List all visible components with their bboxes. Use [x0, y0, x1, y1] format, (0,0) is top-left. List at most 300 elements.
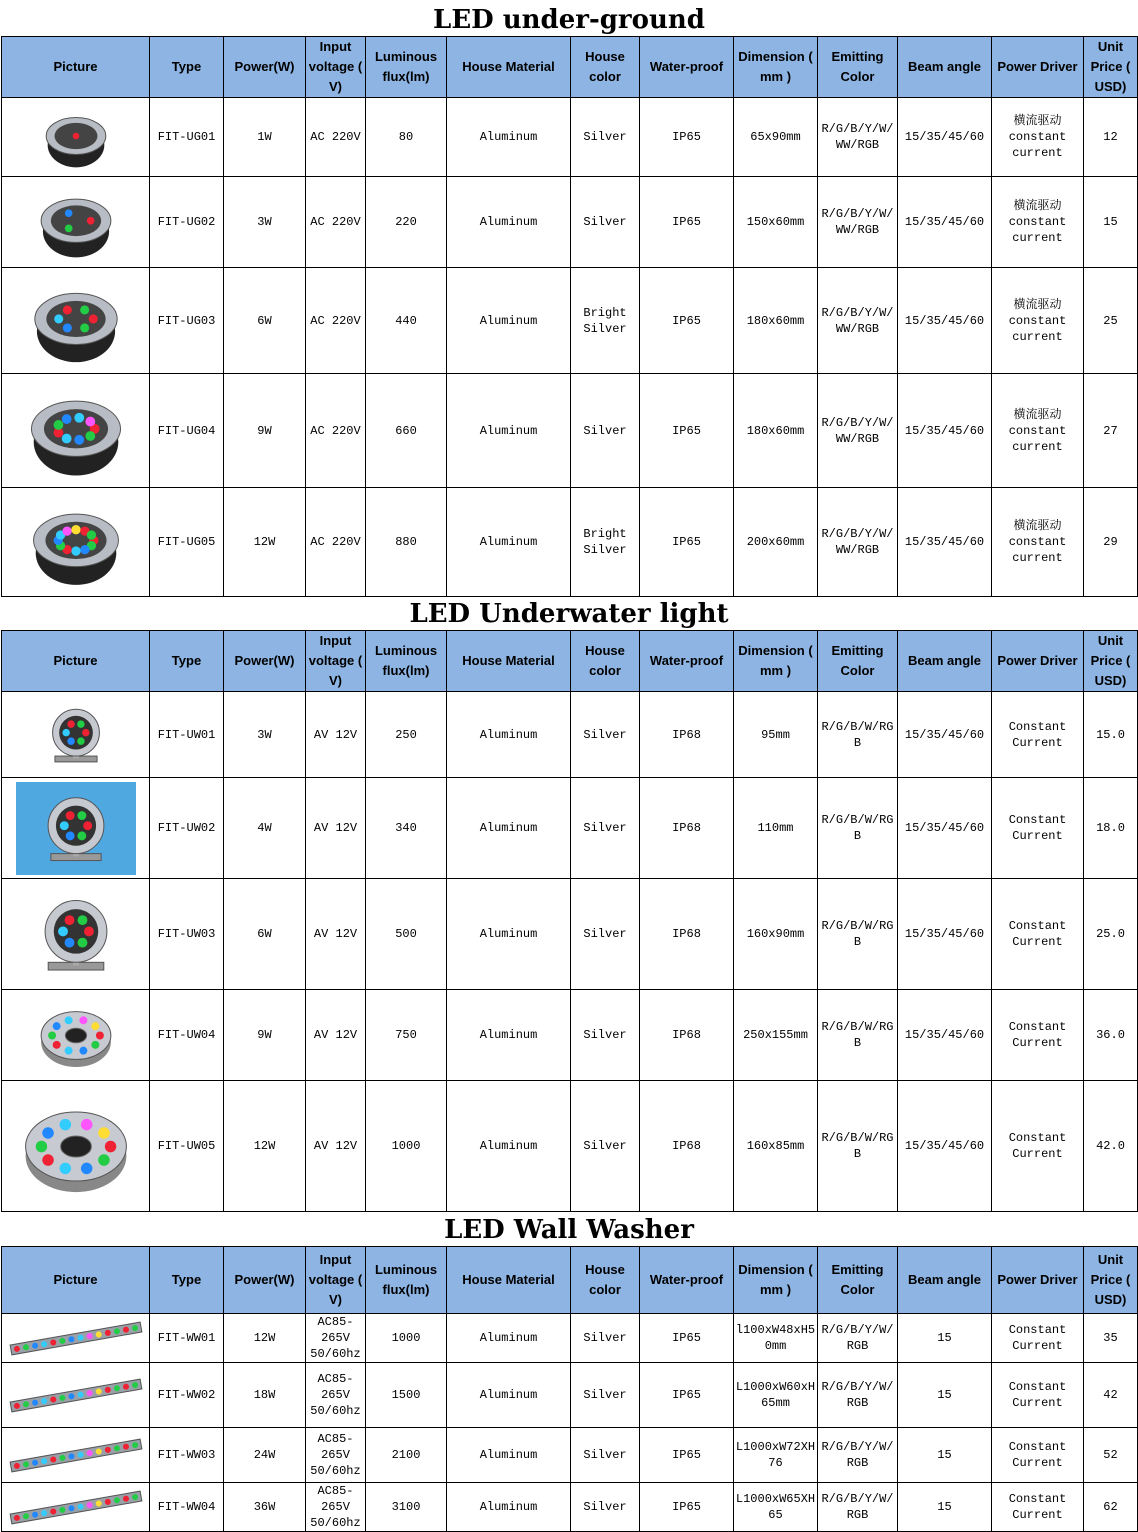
column-header — [447, 631, 571, 692]
product-picture-cell — [2, 488, 150, 597]
price-value: 27 — [1103, 423, 1118, 438]
type-value: FIT-UG03 — [157, 313, 216, 328]
beam-value: 15/35/45/60 — [904, 821, 985, 835]
emitting-value: R/G/B/W/RG B — [821, 919, 894, 949]
emitting-cell — [818, 177, 898, 268]
driver-cell — [992, 268, 1084, 374]
emitting-cell — [818, 879, 898, 990]
voltage-cell — [306, 692, 366, 778]
table-row — [2, 879, 1138, 990]
flux-cell — [366, 177, 447, 268]
type-value: FIT-WW04 — [157, 1500, 216, 1514]
material-value: Aluminum — [479, 423, 538, 438]
flux-cell — [366, 268, 447, 374]
column-header-label: Power Driver — [997, 59, 1078, 74]
power-value: 3W — [257, 215, 272, 229]
price-value: 18.0 — [1096, 821, 1125, 835]
product-picture-cell — [2, 98, 150, 177]
column-header-label: House color — [585, 643, 625, 678]
driver-cell — [992, 692, 1084, 778]
voltage-cell — [306, 1314, 366, 1363]
table-row — [2, 488, 1138, 597]
column-header-label: Dimension ( mm ) — [738, 643, 813, 678]
price-cell — [1084, 1483, 1138, 1532]
beam-cell — [898, 1483, 992, 1532]
voltage-cell — [306, 1483, 366, 1532]
column-header-label: Beam angle — [908, 59, 981, 74]
emitting-value: R/G/B/Y/W/ RGB — [821, 1380, 894, 1410]
flux-cell — [366, 692, 447, 778]
column-header-label: Dimension ( mm ) — [738, 49, 813, 84]
column-header — [1084, 1247, 1138, 1314]
wall-washer-bar-icon — [6, 1488, 146, 1527]
driver-cell — [992, 879, 1084, 990]
dimension-value: l100xW48xH5 0mm — [735, 1323, 816, 1353]
power-value: 4W — [257, 821, 272, 835]
flux-cell — [366, 98, 447, 177]
column-header — [818, 631, 898, 692]
type-value: FIT-UW02 — [157, 821, 216, 835]
flux-value: 2100 — [391, 1448, 421, 1462]
underground-light-icon — [16, 378, 136, 484]
color-cell — [571, 1428, 640, 1483]
column-header — [2, 1247, 150, 1314]
power-value: 6W — [257, 313, 272, 328]
beam-cell — [898, 879, 992, 990]
column-header — [992, 631, 1084, 692]
material-value: Aluminum — [479, 1028, 538, 1042]
column-header — [571, 1247, 640, 1314]
column-header — [992, 37, 1084, 98]
voltage-value: AV 12V — [313, 927, 358, 941]
flux-value: 220 — [395, 215, 417, 229]
underground-light-icon — [16, 102, 136, 173]
column-header-label: Water-proof — [649, 59, 724, 74]
material-cell — [447, 1314, 571, 1363]
underwater-spot-icon — [16, 883, 136, 986]
table-row — [2, 778, 1138, 879]
dimension-value: 160x85mm — [746, 1139, 805, 1153]
waterproof-value: IP65 — [672, 313, 701, 328]
waterproof-cell — [640, 1314, 734, 1363]
wall-washer-table — [1, 1246, 1138, 1532]
beam-value: 15/35/45/60 — [904, 727, 985, 742]
price-cell — [1084, 488, 1138, 597]
color-cell — [571, 488, 640, 597]
waterproof-cell — [640, 879, 734, 990]
voltage-value: AC85- 265V 50/60hz — [310, 1372, 361, 1418]
color-value: Silver — [583, 1448, 627, 1462]
emitting-value: R/G/B/Y/W/ RGB — [821, 1323, 894, 1353]
color-value: Silver — [583, 1028, 627, 1042]
color-cell — [571, 268, 640, 374]
column-header-label: Input voltage ( V) — [308, 39, 363, 94]
dimension-cell — [734, 1483, 818, 1532]
column-header — [898, 1247, 992, 1314]
dimension-value: 65x90mm — [750, 130, 801, 144]
color-value: Silver — [583, 1139, 627, 1153]
power-cell — [224, 177, 306, 268]
waterproof-cell — [640, 1483, 734, 1532]
driver-cell — [992, 1428, 1084, 1483]
type-cell — [150, 1081, 224, 1212]
flux-value: 660 — [395, 423, 417, 438]
beam-cell — [898, 177, 992, 268]
color-value: Silver — [583, 423, 627, 438]
type-cell — [150, 268, 224, 374]
power-cell — [224, 1428, 306, 1483]
type-cell — [150, 98, 224, 177]
material-cell — [447, 177, 571, 268]
dimension-cell — [734, 1363, 818, 1428]
price-value: 12 — [1103, 130, 1118, 144]
waterproof-value: IP68 — [672, 727, 701, 742]
emitting-cell — [818, 692, 898, 778]
column-header — [2, 37, 150, 98]
emitting-value: R/G/B/W/RG B — [821, 813, 894, 843]
table-row — [2, 1363, 1138, 1428]
emitting-cell — [818, 778, 898, 879]
beam-cell — [898, 268, 992, 374]
price-value: 25 — [1103, 313, 1118, 328]
product-picture-cell — [2, 778, 150, 879]
power-value: 9W — [257, 423, 272, 438]
column-header — [734, 1247, 818, 1314]
power-cell — [224, 1363, 306, 1428]
column-header — [1084, 631, 1138, 692]
product-picture-cell — [2, 879, 150, 990]
waterproof-value: IP65 — [672, 130, 701, 144]
column-header — [2, 631, 150, 692]
waterproof-value: IP65 — [672, 215, 701, 229]
type-cell — [150, 990, 224, 1081]
type-value: FIT-UW04 — [157, 1028, 216, 1042]
product-picture-cell — [2, 1428, 150, 1483]
driver-cell — [992, 1363, 1084, 1428]
material-value: Aluminum — [479, 1139, 538, 1153]
type-cell — [150, 692, 224, 778]
flux-cell — [366, 1314, 447, 1363]
product-picture-cell — [2, 1363, 150, 1428]
dimension-cell — [734, 268, 818, 374]
beam-value: 15/35/45/60 — [904, 927, 985, 941]
column-header — [571, 37, 640, 98]
underwater-spot-icon — [16, 782, 136, 875]
waterproof-cell — [640, 778, 734, 879]
driver-cell — [992, 98, 1084, 177]
power-value: 12W — [253, 1331, 276, 1345]
voltage-cell — [306, 177, 366, 268]
voltage-cell — [306, 879, 366, 990]
waterproof-cell — [640, 1428, 734, 1483]
material-value: Aluminum — [479, 1388, 538, 1402]
underground-section-title: LED under-ground — [433, 5, 705, 35]
beam-cell — [898, 488, 992, 597]
emitting-cell — [818, 1483, 898, 1532]
waterproof-value: IP68 — [672, 821, 701, 835]
beam-value: 15 — [937, 1331, 952, 1345]
power-value: 3W — [257, 727, 272, 742]
voltage-cell — [306, 778, 366, 879]
driver-cell — [992, 990, 1084, 1081]
dimension-cell — [734, 177, 818, 268]
power-value: 18W — [253, 1388, 276, 1402]
emitting-cell — [818, 1081, 898, 1212]
price-cell — [1084, 268, 1138, 374]
driver-value: Constant Current — [1008, 1020, 1067, 1050]
waterproof-value: IP65 — [672, 1448, 701, 1462]
color-cell — [571, 990, 640, 1081]
driver-value: Constant Current — [1008, 1131, 1067, 1161]
emitting-cell — [818, 1314, 898, 1363]
emitting-cell — [818, 488, 898, 597]
price-cell — [1084, 177, 1138, 268]
flux-cell — [366, 1483, 447, 1532]
waterproof-value: IP65 — [672, 423, 701, 438]
table-row — [2, 1428, 1138, 1483]
dimension-value: 180x60mm — [746, 313, 805, 328]
dimension-cell — [734, 778, 818, 879]
column-header-label: Luminous flux(lm) — [374, 49, 438, 84]
dimension-value: 150x60mm — [746, 215, 805, 229]
table-row — [2, 1081, 1138, 1212]
column-header-label: Beam angle — [908, 653, 981, 668]
power-cell — [224, 374, 306, 488]
column-header-label: Unit Price ( USD) — [1090, 633, 1131, 688]
beam-value: 15 — [937, 1388, 952, 1402]
material-cell — [447, 374, 571, 488]
driver-value: Constant Current — [1008, 1380, 1067, 1410]
material-cell — [447, 692, 571, 778]
beam-cell — [898, 1314, 992, 1363]
waterproof-cell — [640, 98, 734, 177]
type-cell — [150, 778, 224, 879]
product-picture-cell — [2, 1314, 150, 1363]
voltage-cell — [306, 990, 366, 1081]
emitting-value: R/G/B/Y/W/ RGB — [821, 1440, 894, 1470]
beam-cell — [898, 1363, 992, 1428]
table-row — [2, 177, 1138, 268]
dimension-cell — [734, 488, 818, 597]
flux-cell — [366, 1363, 447, 1428]
price-value: 42.0 — [1096, 1139, 1125, 1153]
flux-cell — [366, 990, 447, 1081]
price-cell — [1084, 879, 1138, 990]
waterproof-cell — [640, 1363, 734, 1428]
flux-cell — [366, 778, 447, 879]
column-header-label: Emitting Color — [831, 1262, 884, 1297]
table-row — [2, 1483, 1138, 1532]
power-value: 9W — [257, 1028, 272, 1042]
beam-cell — [898, 374, 992, 488]
column-header — [640, 37, 734, 98]
driver-cell — [992, 778, 1084, 879]
dimension-cell — [734, 879, 818, 990]
color-value: Silver — [583, 130, 627, 144]
driver-value: Constant Current — [1008, 719, 1067, 750]
waterproof-value: IP65 — [672, 535, 701, 549]
type-cell — [150, 1314, 224, 1363]
beam-value: 15/35/45/60 — [904, 130, 985, 144]
beam-cell — [898, 778, 992, 879]
flux-cell — [366, 1081, 447, 1212]
price-value: 36.0 — [1096, 1028, 1125, 1042]
beam-value: 15/35/45/60 — [904, 535, 985, 549]
voltage-value: AC 220V — [310, 423, 361, 438]
wall-washer-bar-icon — [6, 1320, 146, 1357]
price-cell — [1084, 1428, 1138, 1483]
wall-washer-bar-icon — [6, 1432, 146, 1479]
column-header-label: Input voltage ( V) — [308, 1252, 363, 1307]
price-cell — [1084, 1363, 1138, 1428]
column-header — [306, 37, 366, 98]
underground-light-icon — [16, 492, 136, 593]
column-header-label: Picture — [53, 1272, 98, 1287]
material-cell — [447, 990, 571, 1081]
column-header — [224, 37, 306, 98]
color-cell — [571, 374, 640, 488]
voltage-value: AC 220V — [310, 313, 361, 328]
type-value: FIT-UW03 — [157, 927, 216, 941]
power-cell — [224, 879, 306, 990]
table-row — [2, 374, 1138, 488]
power-value: 12W — [253, 535, 276, 549]
underwater-section-title: LED Underwater light — [409, 599, 729, 629]
power-cell — [224, 1081, 306, 1212]
column-header — [150, 37, 224, 98]
flux-cell — [366, 374, 447, 488]
color-value: Silver — [583, 727, 627, 742]
voltage-cell — [306, 1428, 366, 1483]
header-row — [2, 37, 1138, 98]
beam-value: 15/35/45/60 — [904, 215, 985, 229]
type-value: FIT-UG01 — [157, 130, 216, 144]
column-header — [818, 37, 898, 98]
waterproof-value: IP68 — [672, 1139, 701, 1153]
product-picture-cell — [2, 1081, 150, 1212]
waterproof-value: IP68 — [672, 927, 701, 941]
dimension-value: 250x155mm — [743, 1028, 808, 1042]
color-value: Silver — [583, 1500, 627, 1514]
wall-washer-section-title: LED Wall Washer — [444, 1215, 694, 1245]
type-value: FIT-UW01 — [157, 727, 216, 742]
beam-value: 15/35/45/60 — [904, 1028, 985, 1042]
type-cell — [150, 488, 224, 597]
material-cell — [447, 1483, 571, 1532]
wall-washer-bar-icon — [6, 1367, 146, 1424]
voltage-value: AC85- 265V 50/60hz — [310, 1315, 361, 1361]
column-header — [224, 1247, 306, 1314]
material-value: Aluminum — [479, 1331, 538, 1345]
column-header — [366, 1247, 447, 1314]
table-row — [2, 990, 1138, 1081]
dimension-value: 160x90mm — [746, 927, 805, 941]
material-value: Aluminum — [479, 821, 538, 835]
color-cell — [571, 879, 640, 990]
beam-cell — [898, 98, 992, 177]
power-cell — [224, 778, 306, 879]
dimension-cell — [734, 1081, 818, 1212]
material-value: Aluminum — [479, 535, 538, 549]
flux-value: 340 — [395, 821, 417, 835]
column-header — [366, 37, 447, 98]
type-value: FIT-UG02 — [157, 215, 216, 229]
material-cell — [447, 778, 571, 879]
beam-cell — [898, 692, 992, 778]
type-cell — [150, 374, 224, 488]
underground-table — [1, 36, 1138, 597]
flux-value: 1000 — [391, 1139, 421, 1153]
type-value: FIT-WW03 — [157, 1448, 216, 1462]
table-row — [2, 268, 1138, 374]
type-value: FIT-WW02 — [157, 1388, 216, 1402]
price-cell — [1084, 692, 1138, 778]
column-header-label: Power(W) — [234, 1272, 295, 1287]
column-header-label: Emitting Color — [831, 643, 884, 678]
type-cell — [150, 879, 224, 990]
emitting-cell — [818, 1428, 898, 1483]
emitting-cell — [818, 990, 898, 1081]
flux-value: 80 — [398, 130, 414, 144]
column-header — [898, 631, 992, 692]
emitting-value: R/G/B/Y/W/ WW/RGB — [821, 305, 894, 336]
material-cell — [447, 1428, 571, 1483]
flux-cell — [366, 1428, 447, 1483]
material-cell — [447, 1081, 571, 1212]
dimension-value: L1000xW60xH 65mm — [735, 1380, 816, 1410]
material-value: Aluminum — [479, 1448, 538, 1462]
driver-value: Constant Current — [1008, 813, 1067, 843]
column-header-label: Input voltage ( V) — [308, 633, 363, 688]
column-header-label: House Material — [462, 59, 555, 74]
voltage-cell — [306, 488, 366, 597]
waterproof-value: IP65 — [672, 1388, 701, 1402]
flux-cell — [366, 488, 447, 597]
beam-value: 15 — [937, 1448, 952, 1462]
dimension-value: L1000xW72XH 76 — [735, 1440, 816, 1470]
price-value: 25.0 — [1096, 927, 1125, 941]
column-header — [306, 1247, 366, 1314]
table-row — [2, 1314, 1138, 1363]
column-header-label: Luminous flux(lm) — [374, 1262, 438, 1297]
dimension-cell — [734, 990, 818, 1081]
column-header-label: Beam angle — [908, 1272, 981, 1287]
color-value: Bright Silver — [583, 305, 627, 336]
waterproof-value: IP65 — [672, 1500, 701, 1514]
voltage-value: AV 12V — [313, 1028, 358, 1042]
price-value: 15.0 — [1096, 727, 1125, 742]
driver-value: Constant Current — [1008, 1492, 1067, 1522]
beam-cell — [898, 1081, 992, 1212]
column-header — [640, 1247, 734, 1314]
color-cell — [571, 1363, 640, 1428]
price-cell — [1084, 990, 1138, 1081]
power-cell — [224, 268, 306, 374]
column-header-label: House color — [585, 49, 625, 84]
waterproof-value: IP65 — [672, 1331, 701, 1345]
material-value: Aluminum — [479, 927, 538, 941]
voltage-value: AC 220V — [310, 215, 361, 229]
underwater-table — [1, 630, 1138, 1212]
column-header — [734, 631, 818, 692]
column-header-label: Picture — [53, 653, 98, 668]
product-picture-cell — [2, 692, 150, 778]
color-cell — [571, 1483, 640, 1532]
type-value: FIT-UG04 — [157, 423, 216, 438]
emitting-value: R/G/B/Y/W/ WW/RGB — [821, 207, 894, 237]
column-header — [898, 37, 992, 98]
color-cell — [571, 177, 640, 268]
